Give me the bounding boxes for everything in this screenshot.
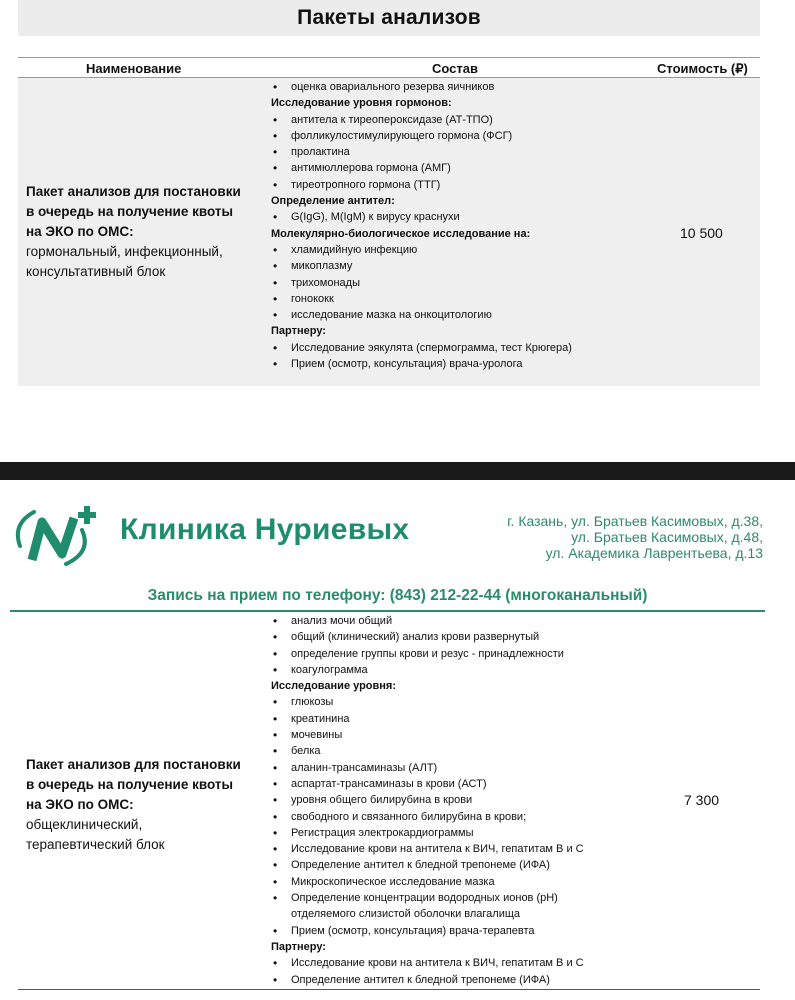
image-separator	[0, 462, 795, 480]
composition-item: • белка	[271, 743, 584, 759]
header-divider	[10, 610, 765, 612]
package-name-line: общеклинический,	[26, 817, 143, 832]
table-bottom-border	[18, 989, 760, 990]
address-line: ул. Академика Лаврентьева, д.13	[545, 545, 763, 561]
composition-item: • аланин-трансаминазы (АЛТ)	[271, 760, 584, 776]
composition-item: • мочевины	[271, 727, 584, 743]
header-top-border	[18, 57, 760, 58]
composition-item: • фолликулостимулирующего гормона (ФСГ)	[271, 128, 572, 144]
composition-item: • Прием (осмотр, консультация) врача-терапевта	[271, 923, 584, 939]
package-name-line: консультативный блок	[26, 264, 166, 279]
composition-item: • Определение антител к бледной трепонеме (ИФА)	[271, 972, 584, 988]
package-name-line: в очередь на получение квоты	[26, 204, 234, 219]
composition-item: • оценка овариального резерва яичников	[271, 79, 572, 95]
composition-item: • определение группы крови и резус - принадлежности	[271, 646, 584, 662]
packages-table-top	[0, 0, 795, 462]
phone-line: Запись на прием по телефону: (843) 212-22-44 (многоканальный)	[147, 587, 648, 604]
composition-item: • тиреотропного гормона (ТТГ)	[271, 177, 572, 193]
package-name	[26, 182, 241, 282]
composition-item: • хламидийную инфекцию	[271, 242, 572, 258]
composition-item: • Определение антител к бледной трепонеме (ИФА)	[271, 857, 584, 873]
package-name-line: Пакет анализов для постановки	[26, 757, 241, 772]
clinic-name: Клиника Нуриевых	[120, 513, 410, 546]
clinic-document	[0, 480, 795, 1000]
column-header-price: Стоимость (₽)	[657, 61, 748, 76]
composition-item: • Прием (осмотр, консультация) врача-уролога	[271, 356, 572, 372]
clinic-address	[507, 513, 763, 561]
composition-item: • исследование мазка на онкоцитологию	[271, 307, 572, 323]
column-header-composition: Состав	[432, 61, 478, 76]
composition-item: • микоплазму	[271, 258, 572, 274]
composition-heading: Исследование уровня гормонов:	[271, 97, 452, 110]
composition-item: • анализ мочи общий	[271, 613, 584, 629]
composition-item: • общий (клинический) анализ крови развернутый	[271, 629, 584, 645]
composition-item: • аспартат-трансаминазы в крови (АСТ)	[271, 776, 584, 792]
package-price: 7 300	[684, 792, 720, 808]
composition-item: • Исследование эякулята (спермограмма, тест Крюгера)	[271, 340, 572, 356]
package-name-line: терапевтический блок	[26, 837, 165, 852]
composition-heading: Определение антител:	[271, 195, 395, 208]
column-header-name: Наименование	[86, 61, 182, 76]
composition-item: • Микроскопическое исследование мазка	[271, 874, 584, 890]
composition-item: • антимюллерова гормона (АМГ)	[271, 160, 572, 176]
package-name	[26, 755, 241, 855]
composition-item: • креатинина	[271, 711, 584, 727]
composition-item: • гонококк	[271, 291, 572, 307]
composition-heading: Партнеру:	[271, 325, 326, 338]
composition-item: • трихомонады	[271, 275, 572, 291]
composition-item: • антитела к тиреопероксидазе (АТ-ТПО)	[271, 112, 572, 128]
composition-item: • Регистрация электрокардиограммы	[271, 825, 584, 841]
package-name-line: в очередь на получение квоты	[26, 777, 234, 792]
composition-item: • G(IgG), M(IgM) к вирусу краснухи	[271, 209, 572, 225]
composition-item: • глюкозы	[271, 694, 584, 710]
package-name-line: гормональный, инфекционный,	[26, 244, 223, 259]
composition-list	[271, 613, 584, 988]
package-name-line: на ЭКО по ОМС:	[26, 797, 134, 812]
package-name-line: Пакет анализов для постановки	[26, 184, 241, 199]
package-price: 10 500	[680, 225, 723, 241]
address-line: ул. Братьев Касимовых, д.48,	[571, 529, 763, 545]
composition-heading: Партнеру:	[271, 940, 326, 953]
title-bar	[18, 0, 760, 36]
composition-item: • уровня общего билирубина в крови	[271, 792, 584, 808]
composition-item: • Исследование крови на антитела к ВИЧ, гепатитам В и С	[271, 955, 584, 971]
composition-list	[271, 79, 572, 372]
composition-item: • Определение концентрации водородных ионов (pH)	[271, 890, 584, 906]
composition-item: отделяемого слизистой оболочки влагалища	[291, 908, 521, 921]
clinic-logo-icon	[8, 500, 108, 572]
composition-item: • коагулограмма	[271, 662, 584, 678]
composition-item: • Исследование крови на антитела к ВИЧ, гепатитам В и С	[271, 841, 584, 857]
composition-heading: Исследование уровня:	[271, 680, 397, 693]
composition-heading: Молекулярно-биологическое исследование на:	[271, 227, 531, 240]
address-line: г. Казань, ул. Братьев Касимовых, д.38,	[507, 513, 763, 529]
package-name-line: на ЭКО по ОМС:	[26, 224, 134, 239]
page-title: Пакеты анализов	[297, 6, 481, 29]
composition-item: • свободного и связанного билирубина в крови;	[271, 809, 584, 825]
composition-item: • пролактина	[271, 144, 572, 160]
